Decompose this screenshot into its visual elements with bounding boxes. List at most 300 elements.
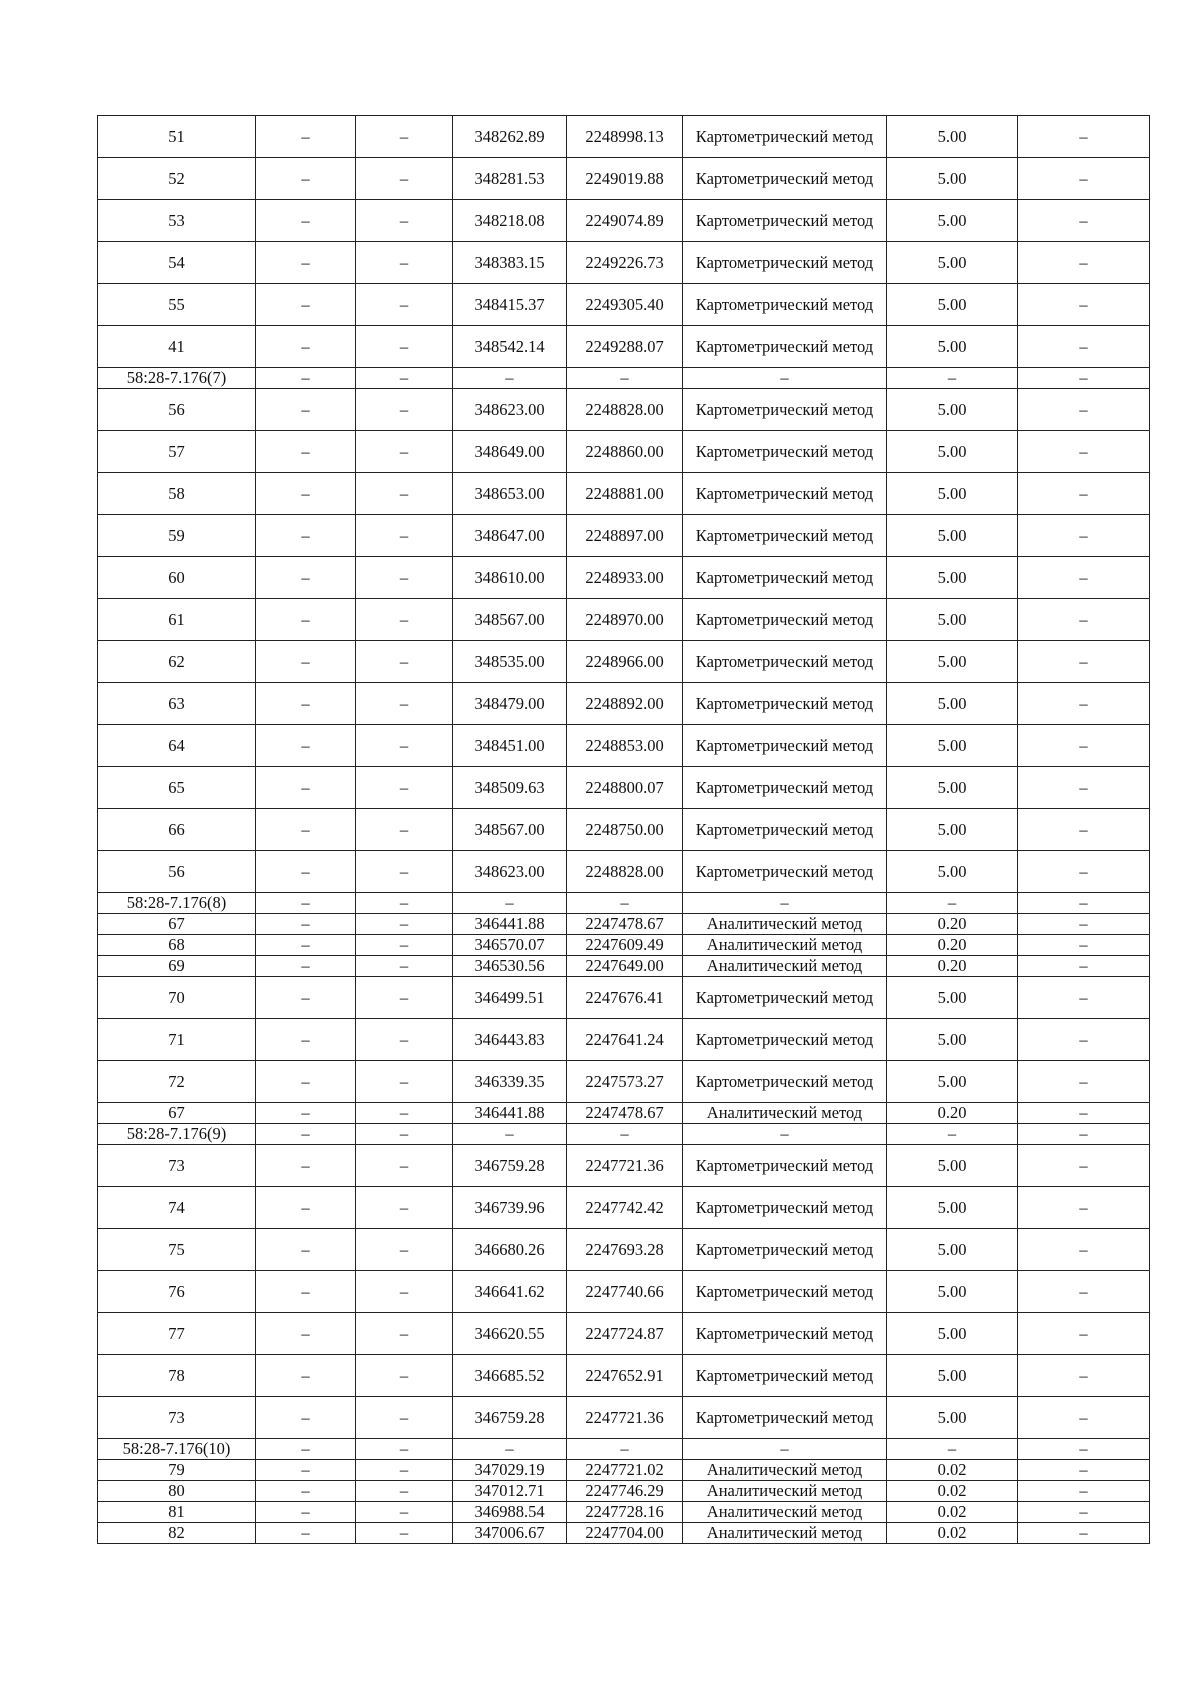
point-number-cell: 66 (98, 809, 256, 851)
description-cell: – (1018, 1145, 1150, 1187)
method-cell: Картометрический метод (683, 767, 887, 809)
y-coordinate-cell: 2249074.89 (567, 200, 683, 242)
description-cell: – (1018, 725, 1150, 767)
method-cell: Картометрический метод (683, 1313, 887, 1355)
accuracy-cell: 5.00 (887, 641, 1018, 683)
description-cell: – (1018, 599, 1150, 641)
description-cell: – (1018, 1061, 1150, 1103)
accuracy-cell: 5.00 (887, 515, 1018, 557)
method-cell: Картометрический метод (683, 1229, 887, 1271)
point-number-cell: 56 (98, 389, 256, 431)
point-number-cell: 65 (98, 767, 256, 809)
description-cell: – (1018, 893, 1150, 914)
old-y-cell: – (356, 851, 453, 893)
method-cell: Картометрический метод (683, 809, 887, 851)
old-x-cell: – (256, 977, 356, 1019)
method-cell: – (683, 368, 887, 389)
old-x-cell: – (256, 284, 356, 326)
y-coordinate-cell: – (567, 893, 683, 914)
table-row (98, 1397, 1150, 1439)
old-y-cell: – (356, 200, 453, 242)
x-coordinate-cell: 348383.15 (453, 242, 567, 284)
old-x-cell: – (256, 809, 356, 851)
description-cell: – (1018, 116, 1150, 158)
y-coordinate-cell: 2249288.07 (567, 326, 683, 368)
table-row (98, 557, 1150, 599)
old-y-cell: – (356, 326, 453, 368)
table-row (98, 242, 1150, 284)
description-cell: – (1018, 431, 1150, 473)
point-number-cell: 72 (98, 1061, 256, 1103)
description-cell: – (1018, 1481, 1150, 1502)
old-y-cell: – (356, 1061, 453, 1103)
old-x-cell: – (256, 158, 356, 200)
old-x-cell: – (256, 389, 356, 431)
description-cell: – (1018, 515, 1150, 557)
method-cell: Картометрический метод (683, 326, 887, 368)
y-coordinate-cell: 2247704.00 (567, 1523, 683, 1544)
table-row (98, 116, 1150, 158)
method-cell: Картометрический метод (683, 977, 887, 1019)
table-row (98, 326, 1150, 368)
y-coordinate-cell: 2247652.91 (567, 1355, 683, 1397)
table-row (98, 389, 1150, 431)
description-cell: – (1018, 1313, 1150, 1355)
point-number-cell: 41 (98, 326, 256, 368)
description-cell: – (1018, 242, 1150, 284)
x-coordinate-cell: 347012.71 (453, 1481, 567, 1502)
y-coordinate-cell: 2247740.66 (567, 1271, 683, 1313)
old-y-cell: – (356, 977, 453, 1019)
description-cell: – (1018, 389, 1150, 431)
accuracy-cell: 5.00 (887, 242, 1018, 284)
old-x-cell: – (256, 851, 356, 893)
old-y-cell: – (356, 1355, 453, 1397)
y-coordinate-cell: 2248828.00 (567, 389, 683, 431)
accuracy-cell: 5.00 (887, 389, 1018, 431)
table-row (98, 1061, 1150, 1103)
old-y-cell: – (356, 1124, 453, 1145)
old-y-cell: – (356, 1523, 453, 1544)
old-y-cell: – (356, 1460, 453, 1481)
y-coordinate-cell: 2247641.24 (567, 1019, 683, 1061)
x-coordinate-cell: 348262.89 (453, 116, 567, 158)
description-cell: – (1018, 200, 1150, 242)
x-coordinate-cell: 348542.14 (453, 326, 567, 368)
description-cell: – (1018, 1460, 1150, 1481)
method-cell: Картометрический метод (683, 725, 887, 767)
y-coordinate-cell: 2247721.36 (567, 1397, 683, 1439)
y-coordinate-cell: 2248853.00 (567, 725, 683, 767)
old-y-cell: – (356, 767, 453, 809)
x-coordinate-cell: 346339.35 (453, 1061, 567, 1103)
x-coordinate-cell: 348415.37 (453, 284, 567, 326)
accuracy-cell: 0.20 (887, 956, 1018, 977)
accuracy-cell: 5.00 (887, 851, 1018, 893)
old-x-cell: – (256, 515, 356, 557)
old-x-cell: – (256, 1313, 356, 1355)
table-row (98, 1439, 1150, 1460)
y-coordinate-cell: 2247742.42 (567, 1187, 683, 1229)
old-y-cell: – (356, 893, 453, 914)
old-x-cell: – (256, 1124, 356, 1145)
table-row (98, 200, 1150, 242)
table-body (98, 116, 1150, 1544)
old-x-cell: – (256, 914, 356, 935)
x-coordinate-cell: 348218.08 (453, 200, 567, 242)
old-x-cell: – (256, 1439, 356, 1460)
point-number-cell: 80 (98, 1481, 256, 1502)
description-cell: – (1018, 284, 1150, 326)
method-cell: Аналитический метод (683, 935, 887, 956)
method-cell: Картометрический метод (683, 200, 887, 242)
description-cell: – (1018, 683, 1150, 725)
description-cell: – (1018, 935, 1150, 956)
point-number-cell: 56 (98, 851, 256, 893)
table-row (98, 809, 1150, 851)
accuracy-cell: 5.00 (887, 599, 1018, 641)
x-coordinate-cell: 346759.28 (453, 1145, 567, 1187)
description-cell: – (1018, 914, 1150, 935)
x-coordinate-cell: 348649.00 (453, 431, 567, 473)
point-number-cell: 81 (98, 1502, 256, 1523)
old-y-cell: – (356, 1313, 453, 1355)
old-y-cell: – (356, 956, 453, 977)
x-coordinate-cell: – (453, 1124, 567, 1145)
old-y-cell: – (356, 725, 453, 767)
method-cell: Картометрический метод (683, 473, 887, 515)
x-coordinate-cell: 346680.26 (453, 1229, 567, 1271)
point-number-cell: 63 (98, 683, 256, 725)
method-cell: Аналитический метод (683, 1460, 887, 1481)
old-y-cell: – (356, 809, 453, 851)
description-cell: – (1018, 158, 1150, 200)
old-y-cell: – (356, 284, 453, 326)
method-cell: Картометрический метод (683, 1019, 887, 1061)
method-cell: Картометрический метод (683, 515, 887, 557)
accuracy-cell: 5.00 (887, 1229, 1018, 1271)
accuracy-cell: 5.00 (887, 1397, 1018, 1439)
point-number-cell: 62 (98, 641, 256, 683)
point-number-cell: 76 (98, 1271, 256, 1313)
old-x-cell: – (256, 1460, 356, 1481)
old-x-cell: – (256, 200, 356, 242)
method-cell: Картометрический метод (683, 1061, 887, 1103)
method-cell: Картометрический метод (683, 599, 887, 641)
table-row (98, 515, 1150, 557)
accuracy-cell: 5.00 (887, 725, 1018, 767)
point-number-cell: 58:28-7.176(10) (98, 1439, 256, 1460)
y-coordinate-cell: 2247724.87 (567, 1313, 683, 1355)
old-y-cell: – (356, 368, 453, 389)
accuracy-cell: 5.00 (887, 284, 1018, 326)
old-x-cell: – (256, 242, 356, 284)
y-coordinate-cell: 2247478.67 (567, 914, 683, 935)
table-row (98, 725, 1150, 767)
accuracy-cell: 5.00 (887, 1271, 1018, 1313)
old-y-cell: – (356, 1397, 453, 1439)
accuracy-cell: 5.00 (887, 977, 1018, 1019)
y-coordinate-cell: 2249305.40 (567, 284, 683, 326)
old-y-cell: – (356, 1271, 453, 1313)
x-coordinate-cell: 348623.00 (453, 851, 567, 893)
old-y-cell: – (356, 473, 453, 515)
accuracy-cell: – (887, 1439, 1018, 1460)
x-coordinate-cell: 347006.67 (453, 1523, 567, 1544)
y-coordinate-cell: 2248750.00 (567, 809, 683, 851)
old-x-cell: – (256, 641, 356, 683)
description-cell: – (1018, 1355, 1150, 1397)
x-coordinate-cell: 346441.88 (453, 914, 567, 935)
table-row (98, 1271, 1150, 1313)
x-coordinate-cell: 346530.56 (453, 956, 567, 977)
point-number-cell: 58:28-7.176(8) (98, 893, 256, 914)
old-y-cell: – (356, 242, 453, 284)
x-coordinate-cell: 348610.00 (453, 557, 567, 599)
table-row (98, 1355, 1150, 1397)
point-number-cell: 79 (98, 1460, 256, 1481)
point-number-cell: 59 (98, 515, 256, 557)
method-cell: Картометрический метод (683, 557, 887, 599)
point-number-cell: 69 (98, 956, 256, 977)
y-coordinate-cell: 2248897.00 (567, 515, 683, 557)
point-number-cell: 78 (98, 1355, 256, 1397)
description-cell: – (1018, 1103, 1150, 1124)
y-coordinate-cell: – (567, 368, 683, 389)
y-coordinate-cell: 2248998.13 (567, 116, 683, 158)
point-number-cell: 58:28-7.176(7) (98, 368, 256, 389)
point-number-cell: 61 (98, 599, 256, 641)
old-x-cell: – (256, 1502, 356, 1523)
x-coordinate-cell: 348281.53 (453, 158, 567, 200)
accuracy-cell: 0.02 (887, 1481, 1018, 1502)
table-row (98, 1229, 1150, 1271)
accuracy-cell: 0.20 (887, 935, 1018, 956)
accuracy-cell: 0.20 (887, 1103, 1018, 1124)
method-cell: Картометрический метод (683, 116, 887, 158)
point-number-cell: 77 (98, 1313, 256, 1355)
point-number-cell: 53 (98, 200, 256, 242)
x-coordinate-cell: 348567.00 (453, 809, 567, 851)
y-coordinate-cell: 2247573.27 (567, 1061, 683, 1103)
x-coordinate-cell: 348653.00 (453, 473, 567, 515)
point-number-cell: 54 (98, 242, 256, 284)
accuracy-cell: 5.00 (887, 200, 1018, 242)
table-row (98, 1103, 1150, 1124)
old-y-cell: – (356, 914, 453, 935)
method-cell: Картометрический метод (683, 158, 887, 200)
y-coordinate-cell: 2247478.67 (567, 1103, 683, 1124)
method-cell: Картометрический метод (683, 683, 887, 725)
point-number-cell: 67 (98, 914, 256, 935)
old-y-cell: – (356, 116, 453, 158)
accuracy-cell: – (887, 368, 1018, 389)
old-x-cell: – (256, 893, 356, 914)
table-row (98, 1124, 1150, 1145)
point-number-cell: 64 (98, 725, 256, 767)
table-row (98, 284, 1150, 326)
old-x-cell: – (256, 725, 356, 767)
method-cell: Картометрический метод (683, 641, 887, 683)
description-cell: – (1018, 473, 1150, 515)
description-cell: – (1018, 1187, 1150, 1229)
accuracy-cell: 5.00 (887, 1019, 1018, 1061)
old-x-cell: – (256, 431, 356, 473)
method-cell: Картометрический метод (683, 1187, 887, 1229)
accuracy-cell: 5.00 (887, 158, 1018, 200)
method-cell: – (683, 1124, 887, 1145)
y-coordinate-cell: 2248881.00 (567, 473, 683, 515)
point-number-cell: 51 (98, 116, 256, 158)
table-row (98, 368, 1150, 389)
y-coordinate-cell: 2247721.02 (567, 1460, 683, 1481)
table-row (98, 1145, 1150, 1187)
old-x-cell: – (256, 935, 356, 956)
method-cell: – (683, 893, 887, 914)
point-number-cell: 52 (98, 158, 256, 200)
old-x-cell: – (256, 1145, 356, 1187)
method-cell: Аналитический метод (683, 1502, 887, 1523)
x-coordinate-cell: 347029.19 (453, 1460, 567, 1481)
description-cell: – (1018, 1523, 1150, 1544)
point-number-cell: 67 (98, 1103, 256, 1124)
description-cell: – (1018, 641, 1150, 683)
description-cell: – (1018, 557, 1150, 599)
old-y-cell: – (356, 1145, 453, 1187)
table-row (98, 935, 1150, 956)
accuracy-cell: 5.00 (887, 473, 1018, 515)
old-y-cell: – (356, 515, 453, 557)
x-coordinate-cell: 346443.83 (453, 1019, 567, 1061)
x-coordinate-cell: 348647.00 (453, 515, 567, 557)
accuracy-cell: – (887, 1124, 1018, 1145)
old-y-cell: – (356, 557, 453, 599)
old-x-cell: – (256, 1355, 356, 1397)
accuracy-cell: 5.00 (887, 683, 1018, 725)
y-coordinate-cell: – (567, 1439, 683, 1460)
accuracy-cell: 0.02 (887, 1502, 1018, 1523)
accuracy-cell: 5.00 (887, 326, 1018, 368)
y-coordinate-cell: 2247609.49 (567, 935, 683, 956)
table-row (98, 158, 1150, 200)
old-x-cell: – (256, 1481, 356, 1502)
x-coordinate-cell: 346620.55 (453, 1313, 567, 1355)
accuracy-cell: 5.00 (887, 809, 1018, 851)
description-cell: – (1018, 851, 1150, 893)
y-coordinate-cell: 2248933.00 (567, 557, 683, 599)
description-cell: – (1018, 1229, 1150, 1271)
y-coordinate-cell: 2247746.29 (567, 1481, 683, 1502)
old-x-cell: – (256, 1271, 356, 1313)
y-coordinate-cell: 2247693.28 (567, 1229, 683, 1271)
method-cell: Аналитический метод (683, 1103, 887, 1124)
accuracy-cell: 5.00 (887, 431, 1018, 473)
table-row (98, 767, 1150, 809)
y-coordinate-cell: 2248860.00 (567, 431, 683, 473)
table-row (98, 1523, 1150, 1544)
x-coordinate-cell: 348509.63 (453, 767, 567, 809)
old-y-cell: – (356, 158, 453, 200)
table-row (98, 683, 1150, 725)
description-cell: – (1018, 1271, 1150, 1313)
point-number-cell: 73 (98, 1397, 256, 1439)
old-y-cell: – (356, 1229, 453, 1271)
old-y-cell: – (356, 1481, 453, 1502)
old-x-cell: – (256, 1397, 356, 1439)
method-cell: Картометрический метод (683, 851, 887, 893)
y-coordinate-cell: 2247676.41 (567, 977, 683, 1019)
accuracy-cell: 0.20 (887, 914, 1018, 935)
y-coordinate-cell: 2247649.00 (567, 956, 683, 977)
method-cell: Картометрический метод (683, 1271, 887, 1313)
old-y-cell: – (356, 1019, 453, 1061)
point-number-cell: 70 (98, 977, 256, 1019)
accuracy-cell: – (887, 893, 1018, 914)
old-y-cell: – (356, 599, 453, 641)
method-cell: Аналитический метод (683, 1481, 887, 1502)
old-x-cell: – (256, 1187, 356, 1229)
y-coordinate-cell: 2249019.88 (567, 158, 683, 200)
table-row (98, 956, 1150, 977)
old-x-cell: – (256, 557, 356, 599)
old-y-cell: – (356, 1103, 453, 1124)
accuracy-cell: 5.00 (887, 1061, 1018, 1103)
old-x-cell: – (256, 956, 356, 977)
accuracy-cell: 5.00 (887, 1313, 1018, 1355)
table-row (98, 851, 1150, 893)
x-coordinate-cell: 348451.00 (453, 725, 567, 767)
method-cell: Аналитический метод (683, 1523, 887, 1544)
old-y-cell: – (356, 431, 453, 473)
x-coordinate-cell: 348479.00 (453, 683, 567, 725)
method-cell: Картометрический метод (683, 389, 887, 431)
x-coordinate-cell: – (453, 1439, 567, 1460)
y-coordinate-cell: 2248966.00 (567, 641, 683, 683)
old-y-cell: – (356, 641, 453, 683)
table-row (98, 1460, 1150, 1481)
description-cell: – (1018, 326, 1150, 368)
x-coordinate-cell: 346988.54 (453, 1502, 567, 1523)
description-cell: – (1018, 767, 1150, 809)
accuracy-cell: 5.00 (887, 1187, 1018, 1229)
x-coordinate-cell: 348623.00 (453, 389, 567, 431)
method-cell: Картометрический метод (683, 1397, 887, 1439)
old-x-cell: – (256, 1019, 356, 1061)
old-x-cell: – (256, 326, 356, 368)
table-row (98, 893, 1150, 914)
x-coordinate-cell: 346685.52 (453, 1355, 567, 1397)
point-number-cell: 74 (98, 1187, 256, 1229)
point-number-cell: 58:28-7.176(9) (98, 1124, 256, 1145)
table-row (98, 1187, 1150, 1229)
accuracy-cell: 5.00 (887, 1145, 1018, 1187)
old-y-cell: – (356, 1502, 453, 1523)
old-x-cell: – (256, 683, 356, 725)
y-coordinate-cell: 2248828.00 (567, 851, 683, 893)
old-x-cell: – (256, 599, 356, 641)
description-cell: – (1018, 809, 1150, 851)
table-row (98, 914, 1150, 935)
description-cell: – (1018, 1397, 1150, 1439)
x-coordinate-cell: 346441.88 (453, 1103, 567, 1124)
method-cell: Картометрический метод (683, 284, 887, 326)
x-coordinate-cell: 346759.28 (453, 1397, 567, 1439)
x-coordinate-cell: 346641.62 (453, 1271, 567, 1313)
y-coordinate-cell: 2247728.16 (567, 1502, 683, 1523)
table-row (98, 641, 1150, 683)
point-number-cell: 71 (98, 1019, 256, 1061)
method-cell: – (683, 1439, 887, 1460)
